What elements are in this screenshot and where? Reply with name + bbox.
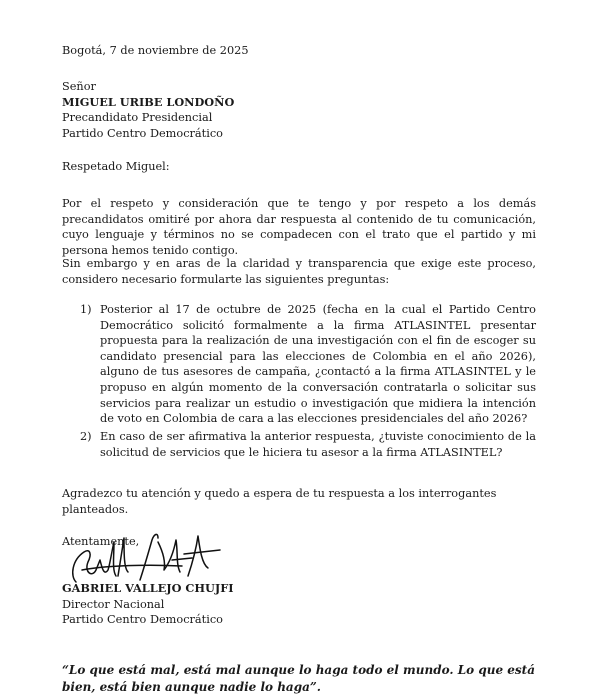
recipient-name: MIGUEL URIBE LONDOÑO	[62, 94, 235, 109]
sender-role: Director Nacional	[62, 597, 165, 611]
question-number: 2)	[80, 430, 92, 443]
paragraph-2: Sin embargo y en aras de la claridad y transparencia que exige este proceso, considero necesario formularte las siguientes preguntas:	[62, 257, 536, 286]
sender-party: Partido Centro Democrático	[62, 613, 223, 627]
question-text: Posterior al 17 de octubre de 2025 (fecha en la cual el Partido Centro Democrático solicitó formalmente a la firma ATLASINTEL presentar propuesta para la realización de una investigación con el fin de escoger su candidato presencial para las elecciones de Colombia en el año 2026), alguno de tus asesores de campaña, ¿contactó a la firma ATLASINTEL y le propuso en algún momento de la conversación contratarla o solicitar sus servicios para realizar un estudio o investigación que midiera la intención de voto en Colombia de cara a las elecciones presidenciales del año 2026?	[100, 303, 536, 426]
question-number: 1)	[80, 303, 92, 316]
greeting: Respetado Miguel:	[62, 160, 170, 173]
recipient-party: Partido Centro Democrático	[62, 126, 223, 140]
sender-block	[62, 581, 536, 628]
sign-off: Atentamente,	[62, 535, 140, 548]
sender-name: GABRIEL VALLEJO CHUJFI	[62, 581, 234, 595]
recipient-role: Precandidato Presidencial	[62, 111, 213, 125]
paragraph-1: Por el respeto y consideración que te tengo y por respeto a los demás precandidatos omitiré por ahora dar respuesta al contenido de tu comunicación, cuyo lenguaje y términos no se compadecen con el trato que el partido y mi persona hemos tenido contigo.	[62, 197, 536, 257]
place-date: Bogotá, 7 de noviembre de 2025	[62, 44, 249, 57]
recipient-salutation-title: Señor	[62, 80, 96, 93]
handwritten-signature-icon	[62, 520, 232, 588]
question-text: En caso de ser afirmativa la anterior respuesta, ¿tuviste conocimiento de la solicitud de servicios que le hiciera tu asesor a la firma ATLASINTEL?	[100, 430, 536, 459]
closing-quote: “Lo que está mal, está mal aunque lo haga todo el mundo. Lo que está bien, está bien aunque nadie lo haga”.	[62, 663, 535, 694]
closing-paragraph: Agradezco tu atención y quedo a espera de tu respuesta a los interrogantes planteados.	[62, 487, 497, 516]
recipient-block	[62, 79, 536, 141]
